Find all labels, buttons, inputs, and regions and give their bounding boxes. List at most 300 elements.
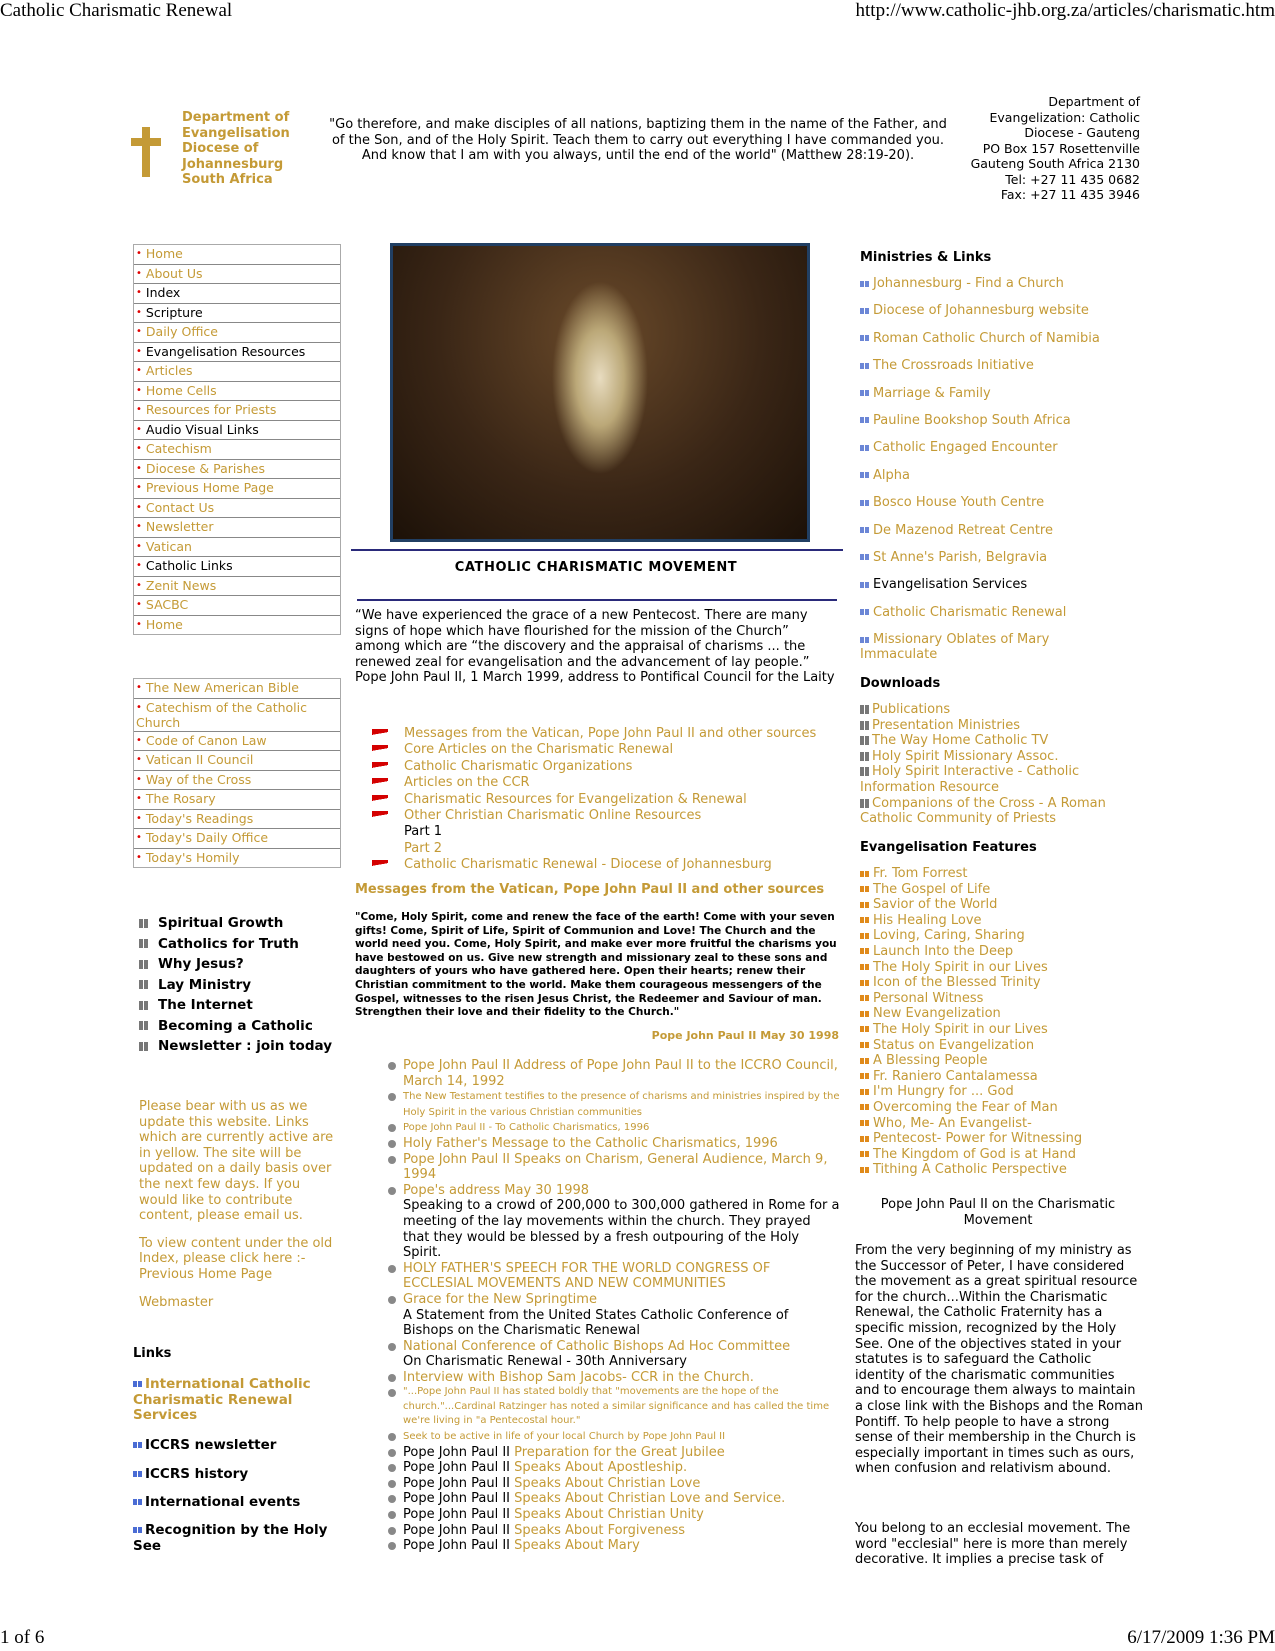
link-label: His Healing Love xyxy=(873,912,982,928)
nav-label: Catechism xyxy=(145,441,212,456)
nav-label: Home Cells xyxy=(145,382,217,398)
feature-link[interactable] xyxy=(860,1069,1082,1085)
messages-heading: Messages from the Vatican, Pope John Paul II and other sources xyxy=(355,882,825,897)
link-label: New Evangelization xyxy=(873,1006,1001,1022)
nav-label: Resources for Priests xyxy=(145,402,277,417)
main-nav xyxy=(133,244,341,635)
feature-link[interactable] xyxy=(860,1100,1082,1116)
feature-item[interactable] xyxy=(139,913,332,934)
feature-link[interactable] xyxy=(860,1038,1082,1054)
download-link[interactable] xyxy=(860,702,1130,718)
link-icon xyxy=(860,500,870,506)
link-icon xyxy=(860,886,870,892)
intro-quote: “We have experienced the grace of a new Pentecost. There are many signs of hope which have flourished for the mission of the Church” among which are “the discovery and the appraisal of charisms ... the renewed zeal for evangelisation and the advancement of lay people.” Pope John Paul II, 1 March 1999, address to Pontifical Council for the Laity xyxy=(355,608,835,686)
feature-link[interactable] xyxy=(860,1162,1082,1178)
address-line: Evangelization: Catholic xyxy=(989,109,1140,125)
item-link[interactable]: Speaks About Christian Love and Service. xyxy=(514,1491,786,1507)
nav-item-evangelisation-resources[interactable]: • Evangelisation Resources xyxy=(134,343,340,363)
notice-block xyxy=(139,1099,339,1310)
link-iccrs-history[interactable] xyxy=(133,1467,343,1483)
link-icon xyxy=(860,1042,870,1048)
link-label: Diocese of Johannesburg website xyxy=(873,303,1089,319)
feature-link[interactable] xyxy=(860,1084,1082,1100)
item-link[interactable]: National Conference of Catholic Bishops Ad Hoc Committee xyxy=(403,1338,791,1354)
dept-line: Diocese of xyxy=(182,141,259,156)
link-icon xyxy=(860,281,870,287)
nav-item-newsletter[interactable]: • Newsletter xyxy=(134,518,340,538)
feature-label: Why Jesus? xyxy=(158,956,244,972)
nav-item-scripture[interactable]: • Scripture xyxy=(134,304,340,324)
link-icon xyxy=(860,948,870,954)
nav-label: Daily Office xyxy=(145,324,218,339)
feature-link[interactable] xyxy=(860,944,1082,960)
feature-item[interactable] xyxy=(139,975,332,996)
nav-label: Today's Daily Office xyxy=(145,830,269,845)
nav-label: Evangelisation Resources xyxy=(145,343,306,359)
feature-link[interactable] xyxy=(860,1147,1082,1163)
feature-link[interactable] xyxy=(860,897,1082,913)
toc-item[interactable] xyxy=(372,792,816,808)
dept-title xyxy=(182,110,290,188)
pjp-heading: Pope John Paul II on the Charismatic Movement xyxy=(880,1197,1116,1228)
link-label: A Blessing People xyxy=(873,1053,988,1069)
item-prefix: Pope John Paul II xyxy=(403,1491,510,1507)
dept-line: Johannesburg xyxy=(182,156,284,172)
nav-item-catholic-links[interactable]: • Catholic Links xyxy=(134,557,340,577)
address-line: Department of xyxy=(1048,94,1140,109)
feature-item[interactable] xyxy=(139,1036,332,1057)
nav-item-homily[interactable]: • Today's Homily xyxy=(136,849,240,865)
page-title: CATHOLIC CHARISMATIC MOVEMENT xyxy=(454,560,738,575)
link-label: Fr. Tom Forrest xyxy=(873,866,968,881)
link-label: The Gospel of Life xyxy=(873,881,991,897)
link-icon xyxy=(860,1167,870,1173)
toc-label: Articles on the CCR xyxy=(404,775,530,791)
link-label: The Way Home Catholic TV xyxy=(872,733,1049,749)
list-item xyxy=(386,1460,841,1476)
download-link[interactable] xyxy=(860,764,1130,795)
page-number: 1 of 6 xyxy=(0,1627,45,1648)
nav-item-home-2[interactable]: • Home xyxy=(136,616,183,632)
list-item xyxy=(386,1523,841,1539)
nav-label: Contact Us xyxy=(145,499,215,515)
nav-item-way-of-cross[interactable]: • Way of the Cross xyxy=(134,771,340,791)
link-icon xyxy=(860,917,870,923)
downloads-heading: Downloads xyxy=(860,676,941,691)
ministry-link[interactable] xyxy=(860,577,1120,604)
toc-part1: Part 1 xyxy=(404,824,443,840)
toc-item[interactable] xyxy=(372,759,816,775)
prayer-text: "Come, Holy Spirit, come and renew the face of the earth! Come with your seven gifts! Come, Spirit of Life, Spirit of Communion and Love! The Church and the world need you. Come, Holy Spirit, and make ever more fruitful the charisms you have bestowed on us. Give new strength and missionary zeal to these sons and daughters of yours who have gathered here. Open their hearts; renew their Christian commitment to the world. Make them courageous messengers of the Gospel, witnesses to the risen Jesus Christ, the Redeemer and Saviour of man. Strengthen their love and their fidelity to the Church." xyxy=(355,911,837,1019)
toc-label: Other Christian Charismatic Online Resources xyxy=(404,807,702,823)
prayer-signature: Pope John Paul II May 30 1998 xyxy=(651,1029,839,1042)
ministry-link[interactable] xyxy=(860,331,1120,358)
nav-item-home[interactable]: • Home xyxy=(134,245,340,265)
feature-list xyxy=(139,913,332,1057)
feature-label: Becoming a Catholic xyxy=(158,1017,313,1034)
feature-link[interactable] xyxy=(860,1022,1082,1038)
pjp-paragraph-2: You belong to an ecclesial movement. The word "ecclesial" here is more than merely decorative. It implies a precise task of xyxy=(855,1521,1131,1568)
ministry-link[interactable] xyxy=(860,605,1120,632)
flag-icon xyxy=(372,860,388,869)
cross-icon xyxy=(131,127,161,177)
link-label: Evangelisation Services xyxy=(873,577,1028,593)
feature-link[interactable] xyxy=(860,1006,1082,1022)
list-item[interactable] xyxy=(386,1120,841,1136)
link-label: Publications xyxy=(872,702,951,717)
nav-label: Zenit News xyxy=(145,577,217,593)
item-link[interactable]: Speaks About Mary xyxy=(514,1538,640,1554)
link-label: Companions of the Cross - A Roman Catholic Community of Priests xyxy=(860,795,1106,827)
link-icon xyxy=(860,637,870,643)
toc-item[interactable] xyxy=(372,726,816,742)
item-label: Holy Father's Message to the Catholic Charismatics, 1996 xyxy=(403,1135,778,1151)
toc-item[interactable] xyxy=(372,775,816,791)
link-label: International Catholic Charismatic Renewal Services xyxy=(133,1376,311,1424)
link-label: De Mazenod Retreat Centre xyxy=(873,522,1053,538)
grid-icon xyxy=(139,1021,148,1030)
item-link[interactable]: Speaks About Apostleship. xyxy=(514,1460,688,1476)
link-icon xyxy=(133,1471,142,1477)
list-item[interactable] xyxy=(386,1136,841,1152)
link-label: Icon of the Blessed Trinity xyxy=(873,975,1041,991)
grid-icon xyxy=(139,939,148,948)
link-icon xyxy=(860,390,870,396)
nav-item-zenit[interactable]: • Zenit News xyxy=(134,577,340,597)
nav-item-audio-visual[interactable]: • Audio Visual Links xyxy=(134,421,340,441)
ministry-link[interactable] xyxy=(860,386,1120,413)
link-label: Pentecost- Power for Witnessing xyxy=(873,1131,1083,1147)
nav-item-diocese-parishes[interactable]: • Diocese & Parishes xyxy=(134,460,340,480)
download-link[interactable] xyxy=(860,733,1130,749)
feature-item[interactable] xyxy=(139,1016,332,1037)
item-link[interactable]: Speaks About Christian Unity xyxy=(514,1506,704,1522)
list-item[interactable] xyxy=(386,1089,841,1120)
download-link[interactable] xyxy=(860,796,1130,827)
link-icon xyxy=(860,995,870,1001)
messages-list xyxy=(386,1058,841,1554)
dept-line: Department of xyxy=(182,110,290,125)
link-iccrs[interactable] xyxy=(133,1377,343,1424)
link-label: Holy Spirit Interactive - Catholic Information Resource xyxy=(860,764,1080,795)
link-label: Marriage & Family xyxy=(873,385,991,401)
link-icon xyxy=(133,1381,142,1387)
link-label: I'm Hungry for ... God xyxy=(873,1084,1014,1100)
item-link[interactable]: Speaks About Christian Love xyxy=(514,1475,701,1491)
nav-item-daily-office-today[interactable]: • Today's Daily Office xyxy=(134,829,340,849)
nav-label: Home xyxy=(145,616,183,632)
nav-label: SACBC xyxy=(145,597,189,612)
item-prefix: Pope John Paul II xyxy=(403,1460,510,1476)
link-label: The Holy Spirit in our Lives xyxy=(873,1021,1048,1037)
toc-label: Messages from the Vatican, Pope John Paul II and other sources xyxy=(404,726,817,741)
link-label: Presentation Ministries xyxy=(872,717,1021,733)
nav-label: Newsletter xyxy=(145,519,214,534)
contact-address xyxy=(940,94,1140,203)
link-iccrs-newsletter[interactable] xyxy=(133,1438,343,1454)
link-label: St Anne's Parish, Belgravia xyxy=(873,549,1048,565)
link-icon xyxy=(860,609,870,615)
item-prefix: Pope John Paul II xyxy=(403,1522,510,1538)
download-link[interactable] xyxy=(860,718,1130,734)
item-label: HOLY FATHER'S SPEECH FOR THE WORLD CONGRESS OF ECCLESIAL MOVEMENTS AND NEW COMMUNITIES xyxy=(403,1260,771,1292)
link-icon xyxy=(860,964,870,970)
link-label: Fr. Raniero Cantalamessa xyxy=(873,1068,1038,1084)
address-line: PO Box 157 Rosettenville xyxy=(982,140,1140,156)
resources-nav xyxy=(133,678,341,868)
list-item xyxy=(386,1538,841,1554)
feature-link[interactable] xyxy=(860,975,1082,991)
link-icon xyxy=(860,308,870,314)
feature-link[interactable] xyxy=(860,913,1082,929)
item-label: Interview with Bishop Sam Jacobs- CCR in the Church. xyxy=(403,1369,754,1385)
toc-label: Catholic Charismatic Organizations xyxy=(404,758,633,774)
nav-label: Today's Homily xyxy=(145,849,240,865)
feature-link[interactable] xyxy=(860,866,1082,882)
ministries-heading: Ministries & Links xyxy=(860,250,992,265)
ministry-link[interactable] xyxy=(860,550,1120,577)
nav-item-catechism[interactable]: • Catechism xyxy=(134,440,340,460)
link-label: Missionary Oblates of Mary Immaculate xyxy=(860,632,1050,663)
nav-label: Vatican xyxy=(145,538,192,554)
link-icon xyxy=(860,445,870,451)
grid-icon xyxy=(860,799,869,808)
features-list xyxy=(860,866,1082,1178)
link-label: Pauline Bookshop South Africa xyxy=(873,412,1071,428)
flag-icon xyxy=(372,795,388,804)
link-icon xyxy=(860,554,870,560)
list-item xyxy=(386,1292,841,1339)
feature-item[interactable] xyxy=(139,995,332,1016)
header-quote: "Go therefore, and make disciples of all nations, baptizing them in the name of the Father, and of the Son, and of the Holy Spirit. Teach them to carry out everything I have commanded you. And know that I am with you always, until the end of the world" (Matthew 28:19-20). xyxy=(329,117,947,163)
item-prefix: Pope John Paul II xyxy=(403,1444,510,1460)
link-label: Catholic Engaged Encounter xyxy=(873,440,1058,456)
link-icon xyxy=(860,980,870,986)
list-item[interactable] xyxy=(386,1385,841,1429)
link-icon xyxy=(860,1136,870,1142)
nav-label: Home xyxy=(145,246,183,261)
nav-item-previous-home[interactable]: • Previous Home Page xyxy=(134,479,340,499)
feature-link[interactable] xyxy=(860,882,1082,898)
nav-item-daily-office[interactable]: • Daily Office xyxy=(134,323,340,343)
link-label: Tithing A Catholic Perspective xyxy=(873,1162,1067,1178)
contents-list xyxy=(372,726,816,874)
list-item[interactable] xyxy=(386,1261,841,1292)
list-item[interactable] xyxy=(386,1429,841,1445)
link-label: The Holy Spirit in our Lives xyxy=(873,959,1048,975)
toc-item[interactable] xyxy=(372,742,816,758)
pjp-paragraph-1: From the very beginning of my ministry as the Successor of Peter, I have considered the movement as a great spiritual resource for the church...Within the Charismatic Renewal, the Catholic Fraternity has a specific mission, recognized by the Holy See. One of the objectives stated in your statutes is to safeguard the Catholic identity of the charismatic communities and to encourage them always to maintain a close link with the Bishops and the Roman Pontiff. To help people to have a strong sense of their membership in the Church is especially important in times such as ours, when confusion and relativism abound. xyxy=(855,1243,1143,1477)
list-item xyxy=(386,1339,841,1370)
link-label: Alpha xyxy=(873,467,910,483)
feature-label: Lay Ministry xyxy=(158,976,252,993)
ministry-link[interactable] xyxy=(860,468,1120,495)
toc-label: Charismatic Resources for Evangelization & Renewal xyxy=(404,791,747,807)
nav-label: Catechism of the Catholic Church xyxy=(136,699,308,730)
nav-item-home-cells[interactable]: • Home Cells xyxy=(134,382,340,402)
link-icon xyxy=(860,1120,870,1126)
link-recognition[interactable] xyxy=(133,1523,343,1554)
link-label: Johannesburg - Find a Church xyxy=(873,276,1064,291)
item-label: Pope John Paul II Speaks on Charism, General Audience, March 9, 1994 xyxy=(403,1151,828,1183)
link-label: Launch Into the Deep xyxy=(873,943,1014,959)
nav-item-rosary[interactable]: • The Rosary xyxy=(134,790,340,810)
nav-item-canon-law[interactable]: • Code of Canon Law xyxy=(134,732,340,752)
link-label: Personal Witness xyxy=(873,990,984,1006)
item-link[interactable]: Pope's address May 30 1998 xyxy=(403,1182,590,1198)
link-icon xyxy=(860,582,870,588)
flag-icon xyxy=(372,729,388,738)
link-label: Savior of the World xyxy=(873,897,998,913)
link-label: The Crossroads Initiative xyxy=(873,358,1034,374)
grid-icon xyxy=(139,919,148,928)
download-link[interactable] xyxy=(860,749,1130,765)
item-link[interactable]: Preparation for the Great Jubilee xyxy=(514,1444,725,1460)
toc-item[interactable] xyxy=(372,857,816,873)
feature-label: The Internet xyxy=(158,997,253,1013)
item-label: The New Testament testifies to the presence of charisms and ministries inspired by the Holy Spirit in the various Christian communities xyxy=(403,1091,840,1118)
nav-item-sacbc[interactable]: • SACBC xyxy=(134,596,340,616)
nav-item-about[interactable]: • About Us xyxy=(134,265,340,285)
grid-icon xyxy=(139,1042,148,1051)
nav-label: Way of the Cross xyxy=(145,771,252,787)
webmaster-link[interactable]: Webmaster xyxy=(139,1294,214,1310)
grid-icon xyxy=(860,767,869,776)
link-icon xyxy=(860,472,870,478)
list-item[interactable] xyxy=(386,1058,841,1089)
list-item xyxy=(386,1476,841,1492)
feature-link[interactable] xyxy=(860,960,1082,976)
nav-item-readings[interactable]: • Today's Readings xyxy=(134,810,340,830)
features-heading: Evangelisation Features xyxy=(860,840,1037,855)
ministry-link[interactable] xyxy=(860,440,1120,467)
link-icon xyxy=(860,527,870,533)
link-icon xyxy=(860,417,870,423)
link-label: Roman Catholic Church of Namibia xyxy=(873,330,1100,346)
item-desc: A Statement from the United States Catholic Conference of Bishops on the Charismatic Renewal xyxy=(403,1307,789,1339)
list-item xyxy=(386,1445,841,1461)
item-link[interactable]: Speaks About Forgiveness xyxy=(514,1522,686,1538)
print-datetime: 6/17/2009 1:36 PM xyxy=(1127,1627,1275,1648)
link-label: ICCRS history xyxy=(145,1466,249,1482)
nav-label: Articles xyxy=(145,363,193,378)
address-line: Diocese - Gauteng xyxy=(1024,125,1140,140)
link-icon xyxy=(860,1089,870,1095)
feature-label: Catholics for Truth xyxy=(158,935,299,952)
nav-label: Catholic Links xyxy=(145,558,233,573)
feature-item[interactable] xyxy=(139,934,332,955)
feature-label: Newsletter : join today xyxy=(158,1038,332,1054)
flag-icon xyxy=(372,745,388,754)
link-icon xyxy=(133,1442,142,1448)
link-label: Overcoming the Fear of Man xyxy=(873,1099,1058,1115)
nav-item-resources-priests[interactable]: • Resources for Priests xyxy=(134,401,340,421)
downloads-list xyxy=(860,702,1130,827)
flag-icon xyxy=(372,778,388,787)
ministry-link[interactable] xyxy=(860,413,1120,440)
nav-label: Today's Readings xyxy=(145,810,254,826)
link-label: Catholic Charismatic Renewal xyxy=(873,604,1067,620)
nav-item-contact[interactable]: • Contact Us xyxy=(134,499,340,519)
nav-item-articles[interactable]: • Articles xyxy=(134,362,340,382)
dept-line: Evangelisation xyxy=(182,125,290,141)
nav-item-index[interactable]: • Index xyxy=(134,284,340,304)
item-label: Seek to be active in life of your local Church by Pope John Paul II xyxy=(403,1430,726,1442)
link-label: International events xyxy=(145,1494,301,1510)
toc-item[interactable] xyxy=(372,808,816,824)
feature-link[interactable] xyxy=(860,991,1082,1007)
ministry-link[interactable] xyxy=(860,632,1120,663)
links-heading: Links xyxy=(133,1346,172,1361)
list-item[interactable] xyxy=(386,1152,841,1183)
link-label: Status on Evangelization xyxy=(873,1037,1035,1053)
item-prefix: Pope John Paul II xyxy=(403,1506,510,1522)
link-icon xyxy=(860,1026,870,1032)
list-item xyxy=(386,1491,841,1507)
feature-link[interactable] xyxy=(860,928,1082,944)
ministry-link[interactable] xyxy=(860,276,1120,303)
flag-icon xyxy=(372,811,388,820)
toc-label: Catholic Charismatic Renewal - Diocese of Johannesburg xyxy=(404,857,772,873)
list-item[interactable] xyxy=(386,1370,841,1386)
ministry-link[interactable] xyxy=(860,358,1120,385)
toc-label: Core Articles on the Charismatic Renewal xyxy=(404,742,674,758)
nav-label: Previous Home Page xyxy=(145,480,274,495)
item-link[interactable]: Grace for the New Springtime xyxy=(403,1291,597,1307)
link-label: The Kingdom of God is at Hand xyxy=(873,1146,1076,1162)
nav-label: Audio Visual Links xyxy=(145,421,259,437)
feature-link[interactable] xyxy=(860,1116,1082,1132)
grid-icon xyxy=(860,752,869,761)
link-label: Holy Spirit Missionary Assoc. xyxy=(872,748,1059,764)
ministry-link[interactable] xyxy=(860,523,1120,550)
old-index-link[interactable]: To view content under the old Index, please click here :- Previous Home Page xyxy=(139,1235,333,1282)
ministries-list xyxy=(860,276,1120,663)
list-item xyxy=(386,1507,841,1523)
nav-item-bible[interactable]: • The New American Bible xyxy=(134,679,340,699)
notice-text: Please bear with us as we update this website. Links which are currently active are in yellow. The site will be updated on a daily basis over the next few days. If you would like to contribute content, please email us. xyxy=(139,1099,334,1224)
toc-part2[interactable]: Part 2 xyxy=(404,840,443,856)
grid-icon xyxy=(139,960,148,969)
feature-link[interactable] xyxy=(860,1053,1082,1069)
item-label: "...Pope John Paul II has stated boldly that "movements are the hope of the church."...Cardinal Ratzinger has noted a similar significance and has called the time we're living in "a Pentecostal hour." xyxy=(403,1386,830,1427)
link-icon xyxy=(133,1527,142,1533)
dept-line: South Africa xyxy=(182,172,273,187)
item-prefix: Pope John Paul II xyxy=(403,1475,510,1491)
nav-label: Vatican II Council xyxy=(145,752,254,767)
grid-icon xyxy=(860,736,869,745)
ministry-link[interactable] xyxy=(860,303,1120,330)
link-label: Who, Me- An Evangelist- xyxy=(873,1115,1032,1131)
link-label: Bosco House Youth Centre xyxy=(873,495,1045,511)
print-title: Catholic Charismatic Renewal xyxy=(0,0,233,21)
nav-item-catechism-cc[interactable]: • Catechism of the Catholic Church xyxy=(134,699,340,732)
nav-label: Scripture xyxy=(145,304,203,320)
feature-link[interactable] xyxy=(860,1131,1082,1147)
grid-icon xyxy=(139,980,148,989)
link-icon xyxy=(860,363,870,369)
feature-item[interactable] xyxy=(139,954,332,975)
divider xyxy=(357,599,837,601)
nav-item-vatican[interactable]: • Vatican xyxy=(134,538,340,558)
link-international-events[interactable] xyxy=(133,1495,343,1511)
nav-item-vatican-ii[interactable]: • Vatican II Council xyxy=(134,751,340,771)
christ-painting-image xyxy=(390,243,810,542)
ministry-link[interactable] xyxy=(860,495,1120,522)
item-desc: Speaking to a crowd of 200,000 to 300,000 gathered in Rome for a meeting of the lay movements within the church. They prayed that they would be blessed by a fresh outpouring of the Holy Spirit. xyxy=(403,1198,840,1261)
link-icon xyxy=(133,1499,142,1505)
feature-label: Spiritual Growth xyxy=(158,915,284,931)
